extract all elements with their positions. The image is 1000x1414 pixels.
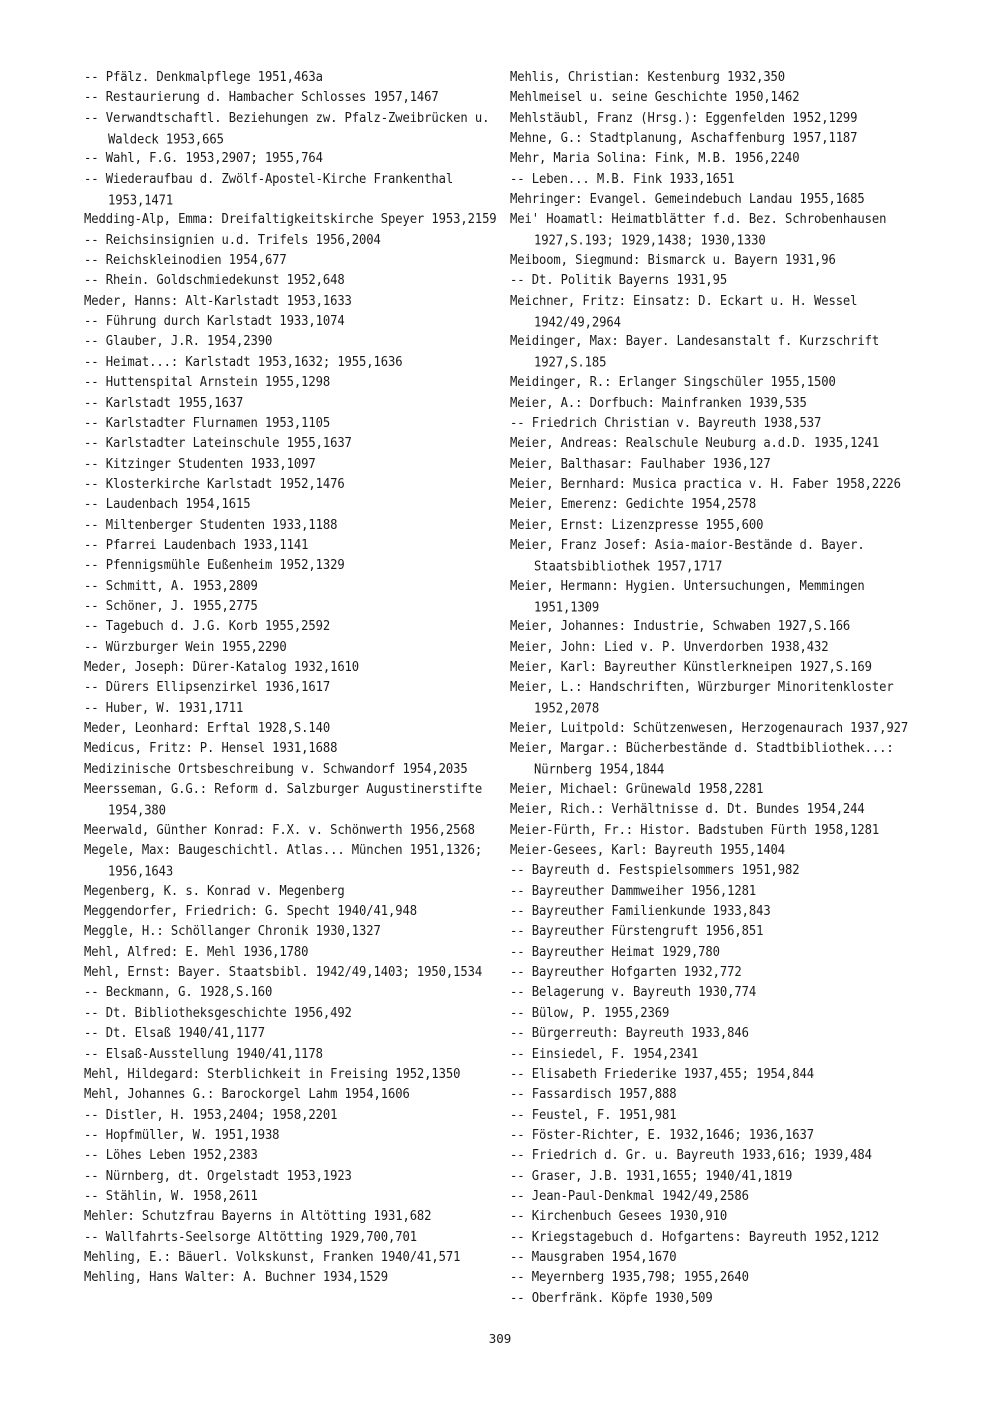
index-entry: -- Hopfmüller, W. 1951,1938 [84, 1127, 280, 1143]
index-entry: -- Dürers Ellipsenzirkel 1936,1617 [84, 679, 331, 695]
index-entry: -- Jean-Paul-Denkmal 1942/49,2586 [510, 1188, 749, 1204]
index-entry: Mehling, Hans Walter: A. Buchner 1934,1529 [84, 1269, 388, 1285]
index-entry: Meier, Margar.: Bücherbestände d. Stadtbibliothek...: Nürnberg 1954,1844 [510, 740, 894, 778]
index-entry: -- Meyernberg 1935,798; 1955,2640 [510, 1269, 749, 1285]
index-entry: Mehl, Ernst: Bayer. Staatsbibl. 1942/49,1403; 1950,1534 [84, 964, 483, 980]
index-entry: -- Bayreuther Familienkunde 1933,843 [510, 903, 771, 919]
index-entry: Meier, Karl: Bayreuther Künstlerkneipen 1927,S.169 [510, 659, 872, 675]
index-entry: -- Föster-Richter, E. 1932,1646; 1936,1637 [510, 1127, 814, 1143]
index-entry: -- Karlstadter Lateinschule 1955,1637 [84, 435, 352, 451]
index-entry: Meier, Balthasar: Faulhaber 1936,127 [510, 455, 771, 471]
left-column [84, 66, 502, 1287]
index-entry: -- Mausgraben 1954,1670 [510, 1249, 677, 1265]
index-entry: -- Friedrich d. Gr. u. Bayreuth 1933,616; 1939,484 [510, 1147, 872, 1163]
index-entry: Meier, John: Lied v. P. Unverdorben 1938,432 [510, 638, 829, 654]
index-entry: Meier-Gesees, Karl: Bayreuth 1955,1404 [510, 842, 786, 858]
index-entry: -- Restaurierung d. Hambacher Schlosses 1957,1467 [84, 89, 439, 105]
index-entry: Megele, Max: Baugeschichtl. Atlas... München 1951,1326; 1956,1643 [84, 842, 483, 880]
index-entry: -- Pfarrei Laudenbach 1933,1141 [84, 537, 309, 553]
index-entry: -- Führung durch Karlstadt 1933,1074 [84, 313, 345, 329]
index-entry: Meder, Joseph: Dürer-Katalog 1932,1610 [84, 659, 360, 675]
index-entry: -- Verwandtschaftl. Beziehungen zw. Pfalz-Zweibrücken u. Waldeck 1953,665 [84, 109, 490, 148]
index-entry: Mehl, Johannes G.: Barockorgel Lahm 1954,1606 [84, 1086, 410, 1102]
index-entry: -- Huttenspital Arnstein 1955,1298 [84, 374, 331, 390]
index-entry: Meier, Hermann: Hygien. Untersuchungen, Memmingen 1951,1309 [510, 577, 865, 615]
index-entry: Meier, Johannes: Industrie, Schwaben 1927,S.166 [510, 618, 851, 634]
index-entry: Mei' Hoamatl: Heimatblätter f.d. Bez. Schrobenhausen 1927,S.193; 1929,1438; 1930,1330 [510, 211, 887, 249]
index-entry: Meier, Ernst: Lizenzpresse 1955,600 [510, 516, 764, 532]
index-entry: -- Elsaß-Ausstellung 1940/41,1178 [84, 1045, 323, 1061]
index-entry: -- Friedrich Christian v. Bayreuth 1938,537 [510, 415, 822, 431]
index-entry: -- Schmitt, A. 1953,2809 [84, 577, 258, 593]
index-entry: Meier, Franz Josef: Asia-maior-Bestände d. Bayer. Staatsbibliothek 1957,1717 [510, 537, 865, 575]
index-entry: Mehler: Schutzfrau Bayerns in Altötting 1931,682 [84, 1208, 432, 1224]
index-entry: Mehr, Maria Solina: Fink, M.B. 1956,2240 [510, 150, 800, 166]
index-entry: -- Klosterkirche Karlstadt 1952,1476 [84, 476, 345, 492]
index-entry: -- Karlstadt 1955,1637 [84, 394, 244, 410]
index-entry: -- Dt. Bibliotheksgeschichte 1956,492 [84, 1005, 352, 1021]
index-entry: Meier, Bernhard: Musica practica v. H. Faber 1958,2226 [510, 476, 901, 492]
index-entry: Megenberg, K. s. Konrad v. Megenberg [84, 882, 345, 899]
index-entry: Meidinger, Max: Bayer. Landesanstalt f. Kurzschrift 1927,S.185 [510, 333, 880, 371]
index-entry: Medicus, Fritz: P. Hensel 1931,1688 [84, 740, 338, 756]
index-entry: Mehlis, Christian: Kestenburg 1932,350 [510, 69, 786, 85]
index-entry: Meier, Michael: Grünewald 1958,2281 [510, 781, 764, 797]
index-entry: Meidinger, R.: Erlanger Singschüler 1955,1500 [510, 374, 836, 390]
index-entry: -- Wahl, F.G. 1953,2907; 1955,764 [84, 150, 323, 166]
index-entry: Meier, Luitpold: Schützenwesen, Herzogenaurach 1937,927 [510, 720, 909, 736]
index-entry: Meersseman, G.G.: Reform d. Salzburger Augustinerstifte 1954,380 [84, 781, 483, 819]
index-entry: -- Bürgerreuth: Bayreuth 1933,846 [510, 1025, 749, 1041]
index-entry: -- Karlstadter Flurnamen 1953,1105 [84, 415, 331, 431]
index-entry: -- Graser, J.B. 1931,1655; 1940/41,1819 [510, 1167, 793, 1183]
index-entry: Medizinische Ortsbeschreibung v. Schwandorf 1954,2035 [84, 760, 468, 777]
index-entry: -- Pfälz. Denkmalpflege 1951,463a [84, 69, 323, 85]
index-entry: Meggle, H.: Schöllanger Chronik 1930,1327 [84, 923, 381, 939]
page-number: 309 [488, 1331, 512, 1346]
index-entry: Mehringer: Evangel. Gemeindebuch Landau 1955,1685 [510, 191, 865, 207]
index-entry: Mehlstäubl, Franz (Hrsg.): Eggenfelden 1952,1299 [510, 109, 858, 126]
index-entry: -- Löhes Leben 1952,2383 [84, 1147, 258, 1163]
index-entry: -- Bayreuther Fürstengruft 1956,851 [510, 923, 764, 939]
index-entry: -- Beckmann, G. 1928,S.160 [84, 984, 273, 1000]
index-entry: -- Bayreuth d. Festspielsommers 1951,982 [510, 862, 800, 878]
index-entry: -- Einsiedel, F. 1954,2341 [510, 1045, 699, 1061]
index-entry: Meiboom, Siegmund: Bismarck u. Bayern 1931,96 [510, 252, 836, 268]
index-entry: -- Miltenberger Studenten 1933,1188 [84, 516, 338, 532]
index-entry: -- Bayreuther Hofgarten 1932,772 [510, 964, 742, 980]
index-entry: -- Dt. Politik Bayerns 1931,95 [510, 272, 728, 288]
index-entry: Meggendorfer, Friedrich: G. Specht 1940/41,948 [84, 903, 417, 919]
index-entry: Meier, Andreas: Realschule Neuburg a.d.D. 1935,1241 [510, 435, 880, 451]
index-entry: -- Belagerung v. Bayreuth 1930,774 [510, 984, 757, 1000]
index-entry: Meder, Hanns: Alt-Karlstadt 1953,1633 [84, 293, 352, 309]
index-entry: Meier-Fürth, Fr.: Histor. Badstuben Fürth 1958,1281 [510, 821, 880, 838]
index-entry: -- Rhein. Goldschmiedekunst 1952,648 [84, 272, 345, 288]
index-entry: -- Laudenbach 1954,1615 [84, 496, 251, 512]
index-entry: Meier, L.: Handschriften, Würzburger Minoritenkloster 1952,2078 [510, 679, 894, 717]
index-entry: Meichner, Fritz: Einsatz: D. Eckart u. H. Wessel 1942/49,2964 [510, 293, 858, 331]
index-entry: -- Wiederaufbau d. Zwölf-Apostel-Kirche Frankenthal 1953,1471 [84, 170, 454, 209]
index-entry: -- Reichskleinodien 1954,677 [84, 252, 287, 268]
index-entry: -- Bayreuther Dammweiher 1956,1281 [510, 882, 757, 899]
index-entry: Mehl, Alfred: E. Mehl 1936,1780 [84, 944, 309, 960]
index-entry: Meerwald, Günther Konrad: F.X. v. Schönwerth 1956,2568 [84, 821, 475, 838]
index-entry: Mehne, G.: Stadtplanung, Aschaffenburg 1957,1187 [510, 130, 858, 146]
index-entry: -- Bayreuther Heimat 1929,780 [510, 944, 720, 960]
index-entry: -- Stählin, W. 1958,2611 [84, 1188, 258, 1204]
right-column [510, 66, 930, 1307]
index-entry: -- Heimat...: Karlstadt 1953,1632; 1955,1636 [84, 354, 403, 370]
index-entry: -- Kriegstagebuch d. Hofgartens: Bayreuth 1952,1212 [510, 1228, 880, 1244]
index-entry: -- Bülow, P. 1955,2369 [510, 1005, 670, 1021]
index-entry: -- Nürnberg, dt. Orgelstadt 1953,1923 [84, 1167, 352, 1183]
index-entry: -- Tagebuch d. J.G. Korb 1955,2592 [84, 618, 331, 634]
index-entry: -- Fassardisch 1957,888 [510, 1086, 677, 1102]
index-entry: -- Kitzinger Studenten 1933,1097 [84, 455, 316, 471]
index-entry: -- Kirchenbuch Gesees 1930,910 [510, 1208, 728, 1224]
index-entry: -- Feustel, F. 1951,981 [510, 1106, 677, 1122]
index-entry: -- Wallfahrts-Seelsorge Altötting 1929,700,701 [84, 1228, 417, 1244]
index-entry: -- Würzburger Wein 1955,2290 [84, 638, 287, 654]
index-entry: -- Elisabeth Friederike 1937,455; 1954,844 [510, 1066, 814, 1082]
index-entry: -- Reichsinsignien u.d. Trifels 1956,2004 [84, 231, 381, 248]
index-entry: Meier, Emerenz: Gedichte 1954,2578 [510, 496, 757, 512]
index-entry: -- Pfennigsmühle Eußenheim 1952,1329 [84, 557, 345, 573]
index-entry: -- Leben... M.B. Fink 1933,1651 [510, 170, 735, 187]
index-entry: Mehling, E.: Bäuerl. Volkskunst, Franken 1940/41,571 [84, 1249, 461, 1265]
index-entry: -- Glauber, J.R. 1954,2390 [84, 333, 273, 349]
index-entry: Meier, A.: Dorfbuch: Mainfranken 1939,535 [510, 394, 807, 410]
index-entry: -- Distler, H. 1953,2404; 1958,2201 [84, 1106, 338, 1122]
index-entry: Mehl, Hildegard: Sterblichkeit in Freising 1952,1350 [84, 1066, 461, 1082]
index-entry: -- Oberfränk. Köpfe 1930,509 [510, 1289, 713, 1305]
index-entry: Medding-Alp, Emma: Dreifaltigkeitskirche Speyer 1953,2159 [84, 211, 497, 227]
index-entry: Meier, Rich.: Verhältnisse d. Dt. Bundes 1954,244 [510, 801, 865, 817]
index-entry: -- Schöner, J. 1955,2775 [84, 598, 258, 614]
index-entry: Mehlmeisel u. seine Geschichte 1950,1462 [510, 89, 800, 105]
index-entry: Meder, Leonhard: Erftal 1928,S.140 [84, 720, 331, 736]
index-entry: -- Dt. Elsaß 1940/41,1177 [84, 1025, 265, 1041]
index-entry: -- Huber, W. 1931,1711 [84, 699, 244, 716]
